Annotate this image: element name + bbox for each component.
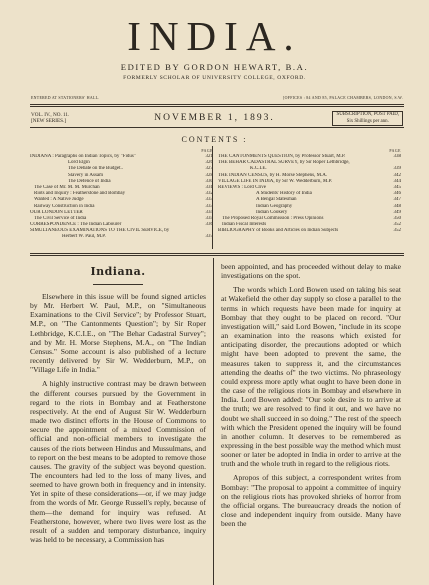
article-right-column [221, 262, 401, 528]
contents-entry-title: A Students' History of India [256, 191, 312, 197]
contents-entry-title: The Case of Mr. M. M. Murchan [34, 184, 100, 190]
contents-entry-title: BIBLIOGRAPHY of Books and Articles on Indian Subjects [218, 228, 339, 234]
contents-entry-page: 335 [205, 215, 213, 221]
volume-number: VOL. IV., NO. 11. [31, 112, 70, 118]
contents-entry-title: Riots and Inquiry : Featherstone and Bombay [34, 191, 126, 197]
contents-entry-page: 342 [393, 172, 401, 178]
contents-entry-title: Wanted : A Native Judge [34, 197, 84, 203]
contents-entry-title: Indian Fiscal Interests [222, 222, 267, 228]
series-label: [NEW SERIES.] [31, 118, 67, 125]
paragraph: Elsewhere in this issue will be found signed articles by Mr. Herbert W. Paul, M.P., on "Simultaneous Examinations to the Civil Service"; by Professor Stuart, M.P., on "The Cantonments Question"; by Sir Roper Lethbridge, K.C.I.E., on "The Behar Cadastral Survey"; and by Mr. H. Morse Stephens, M.A., on "The Indian Census." Some account is also published of a lecture recently delivered by Sir W. Wedderburn, M.P., on "Village Life in India." [30, 292, 206, 375]
contents-entry-title: OUR LONDON LETTER [30, 209, 83, 215]
contents-entry-page: 336 [205, 222, 213, 228]
contents-entry-title: Slavery in Assam [68, 172, 103, 178]
contents-entry-page: 349 [393, 209, 401, 215]
contents-entry-page: 330 [205, 178, 213, 184]
contents-entry-title: Lord Elgin [68, 160, 90, 166]
contents-entry-title: REVIEWS : Lord Clive [218, 184, 266, 190]
contents-entry-page: 346 [393, 191, 401, 197]
contents-entry-title: Indian Geography [256, 203, 293, 209]
paragraph: The words which Lord Bowen used on taking his seat at Wakefield the other day supply so close a parallel to the terms in which requests have been made for inquiry at Bombay that they ought to be placed on record. "Our investigation will," said Lord Bowen, "include in its scope an examination into the reasons which existed for anticipating disorder, the precautions adopted or which might have been adopted to prevent the same, the measures taken to suppress it, and the circumstances attending the deaths of" the two victims. No phraseology could express more aptly what ought to have been done in the case of the religious riots in Bombay and elsewhere in India. Lord Bowen added: "Our sole desire is to arrive at the truth; we are resolved to find it out, and we have no doubt we shall succeed in so doing." The rest of the speech with which the President opened the inquiry will be found in another column. It deserves to be remembered as expressing in the best possible way the method which must sooner or later be adopted in India in order to arrive at the truth and the whole truth in regard to the religious riots. [221, 285, 401, 469]
contents-entry-title: THE INDIAN CENSUS, by H. Morse Stephens, M.A. [218, 172, 328, 178]
contents-entry-title: INDIANA : Paragraphs on Indian Topics, by "Fidus" [30, 154, 136, 159]
contents-right-list [218, 149, 401, 234]
contents-entry-title: K.C.I.E. [250, 166, 267, 172]
masthead-title: INDIA. [127, 13, 302, 59]
header-rule-top-thin [30, 106, 404, 107]
contents-entry-page: 352 [393, 222, 401, 228]
paragraph: A highly instructive contrast may be drawn between the different courses pursued by the Government in regard to the riots in Bombay and at Featherstone respectively. At the end of August Sir W. Wedderburn made two distinct efforts in the House of Commons to secure the appointment of a mixed Commission of official and non-official members to investigate the causes of the riots between Hindus and Mussulmans, and to report on the best means to be adopted to remove those causes. The gravity of the subject was beyond question. The encounters had led to the loss of many lives, and seemed to have grown both in frequency and in intensity. Yet in spite of these considerations—or, if we may judge from the words of Mr. George Russell's reply, because of them—the demand for inquiry was refused. At Featherstone, however, where two lives were lost as the result of a sudden and temporary disturbance, inquiry was held to be necessary, a Commission has [30, 379, 206, 545]
contents-entry-title: The Debate on the Budget.. [68, 166, 123, 172]
contents-entry-title: A Bengal Statesman [256, 197, 297, 203]
contents-entry-title: Herbert W. Paul, M.P. [62, 234, 106, 240]
contents-rule-bottom-thin [30, 255, 404, 256]
section-title-rule [93, 284, 143, 285]
contents-entry-title: VILLAGE LIFE IN INDIA, by Sir W. Wedderburn, M.P. [218, 178, 333, 184]
contents-entry-title: SIMULTANEOUS EXAMINATIONS TO THE CIVIL SERVICE, by [30, 228, 170, 234]
contents-entry [218, 228, 401, 234]
offices-note: [OFFICES : 84 AND 85, PALACE CHAMBERS, LONDON, S.W. [283, 96, 403, 100]
article-left-column [30, 262, 206, 544]
editor-line: EDITED BY GORDON HEWART, B.A. [120, 62, 309, 72]
contents-entry-page: 321 [205, 154, 213, 159]
contents-entry-page: 350 [393, 215, 401, 221]
contents-entry-page: 345 [393, 184, 401, 190]
header-rule-bottom [30, 127, 404, 128]
contents-entry-page: 337 [205, 234, 213, 240]
contents-entry-page: 333 [205, 197, 213, 203]
contents-entry-page: 339 [393, 166, 401, 172]
contents-entry-page: 334 [205, 209, 213, 215]
contents-entry-title: The Civil Service of India [34, 215, 87, 221]
contents-divider [212, 146, 213, 249]
contents-entry-page: 338 [393, 154, 401, 159]
contents-entry-page: 352 [393, 228, 401, 234]
contents-entry-title: CORRESPONDENCE : The Indian Labourer [30, 222, 122, 228]
subscription-line-2: Six Shillings per ann. [346, 118, 389, 124]
contents-page-label: PAGE [389, 149, 401, 153]
contents-entry-page: 332 [205, 191, 213, 197]
contents-entry-page: 333 [205, 203, 213, 209]
contents-entry-title: The Proposed Royal Commission : Press Opinions [222, 215, 324, 221]
contents-entry-title: Railway Construction in India [34, 203, 95, 209]
issue-date: NOVEMBER 1, 1893. [154, 113, 275, 123]
header-rule-top [30, 104, 404, 105]
contents-entry-title: Indian Cookery [256, 209, 288, 215]
contents-entry-title: THE BEHAR CADASTRAL SURVEY, by Sir Roper Lethbridge, [218, 160, 350, 166]
contents-entry-title: THE CANTONMENTS QUESTION, by Professor Stuart, M.P. [218, 154, 346, 159]
column-divider [213, 258, 214, 585]
subscription-box [332, 111, 403, 126]
contents-entry-page: 327 [205, 166, 213, 172]
contents-entry-page: 344 [393, 178, 401, 184]
contents-entry-page: 326 [205, 160, 213, 166]
contents-entry-title: The Defence of India [68, 178, 111, 184]
contents-rule-bottom [30, 253, 404, 254]
contents-entry-page: 328 [205, 172, 213, 178]
paragraph: been appointed, and has proceeded without delay to make investigations on the spot. [221, 262, 401, 281]
contents-title: CONTENTS : [181, 135, 248, 144]
contents-entry [30, 234, 213, 240]
paragraph: Apropos of this subject, a correspondent writes from Bombay: "The proposal to appoint a committee of inquiry on the religious riots has provoked shrieks of horror from the official organs. The bureaucracy dreads the notion of close and independent inquiry from outside. Many have been the [221, 473, 401, 529]
contents-page-label: PAGE [201, 149, 213, 153]
contents-entry-page: 347 [393, 197, 401, 203]
section-title: Indiana. [90, 265, 146, 278]
entered-note: ENTERED AT STATIONERS' HALL. [31, 96, 100, 100]
formerly-line: FORMERLY SCHOLAR OF UNIVERSITY COLLEGE, OXFORD. [123, 75, 306, 81]
subscription-line-1: SUBSCRIPTION, POST PAID, [336, 112, 399, 117]
contents-entry-page: 331 [205, 184, 213, 190]
contents-entry-page: 348 [393, 203, 401, 209]
contents-left-list [30, 149, 213, 241]
